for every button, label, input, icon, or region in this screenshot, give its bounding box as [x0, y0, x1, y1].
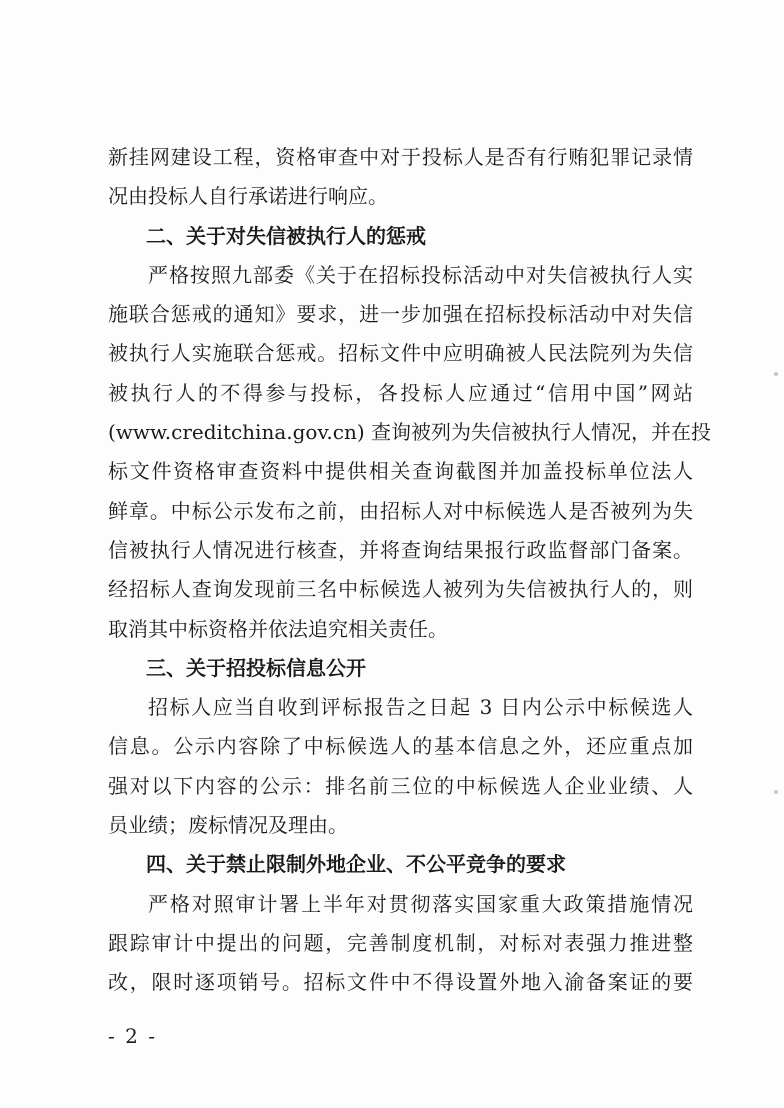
paragraph-line: 被执行人的不得参与投标，各投标人应通过“信用中国”网站 [108, 380, 693, 405]
document-body [108, 138, 711, 1003]
paragraph-line: 信息。公示内容除了中标候选人的基本信息之外，还应重点加 [108, 734, 693, 759]
paragraph-line: (www.creditchina.gov.cn) 查询被列为失信被执行人情况，并在投 [108, 420, 711, 445]
paragraph-line: 招标人应当自收到评标报告之日起 3 日内公示中标候选人 [148, 695, 693, 720]
paragraph-line: 被执行人实施联合惩戒。招标文件中应明确被人民法院列为失信 [108, 341, 693, 366]
paragraph-line: 强对以下内容的公示：排名前三位的中标候选人企业业绩、人 [108, 773, 693, 798]
paragraph-line: 况由投标人自行承诺进行响应。 [108, 184, 388, 209]
paragraph-line: 跟踪审计中提出的问题，完善制度机制，对标对表强力推进整 [108, 930, 693, 955]
section-heading: 四、关于禁止限制外地企业、不公平竞争的要求 [146, 852, 566, 877]
paragraph-line: 鲜章。中标公示发布之前，由招标人对中标候选人是否被列为失 [108, 498, 693, 523]
paragraph-line: 取消其中标资格并依法追究相关责任。 [108, 616, 448, 641]
section-heading: 二、关于对失信被执行人的惩戒 [146, 223, 426, 248]
paragraph-line: 改，限时逐项销号。招标文件中不得设置外地入渝备案证的要 [108, 970, 693, 995]
paragraph-line: 严格按照九部委《关于在招标投标活动中对失信被执行人实 [148, 262, 693, 287]
paragraph-line: 标文件资格审查资料中提供相关查询截图并加盖投标单位法人 [108, 459, 693, 484]
scan-mark [774, 790, 778, 794]
paragraph-line: 施联合惩戒的通知》要求，进一步加强在招标投标活动中对失信 [108, 302, 693, 327]
paragraph-line: 新挂网建设工程，资格审查中对于投标人是否有行贿犯罪记录情 [108, 145, 693, 169]
paragraph-line: 经招标人查询发现前三名中标候选人被列为失信被执行人的，则 [108, 577, 693, 602]
scan-mark [774, 372, 778, 376]
page-number: - 2 - [108, 1024, 157, 1048]
paragraph-line: 严格对照审计署上半年对贯彻落实国家重大政策措施情况 [148, 891, 693, 916]
paragraph-line: 信被执行人情况进行核查，并将查询结果报行政监督部门备案。 [108, 537, 693, 562]
section-heading: 三、关于招投标信息公开 [146, 655, 366, 680]
paragraph-line: 员业绩；废标情况及理由。 [108, 813, 348, 838]
